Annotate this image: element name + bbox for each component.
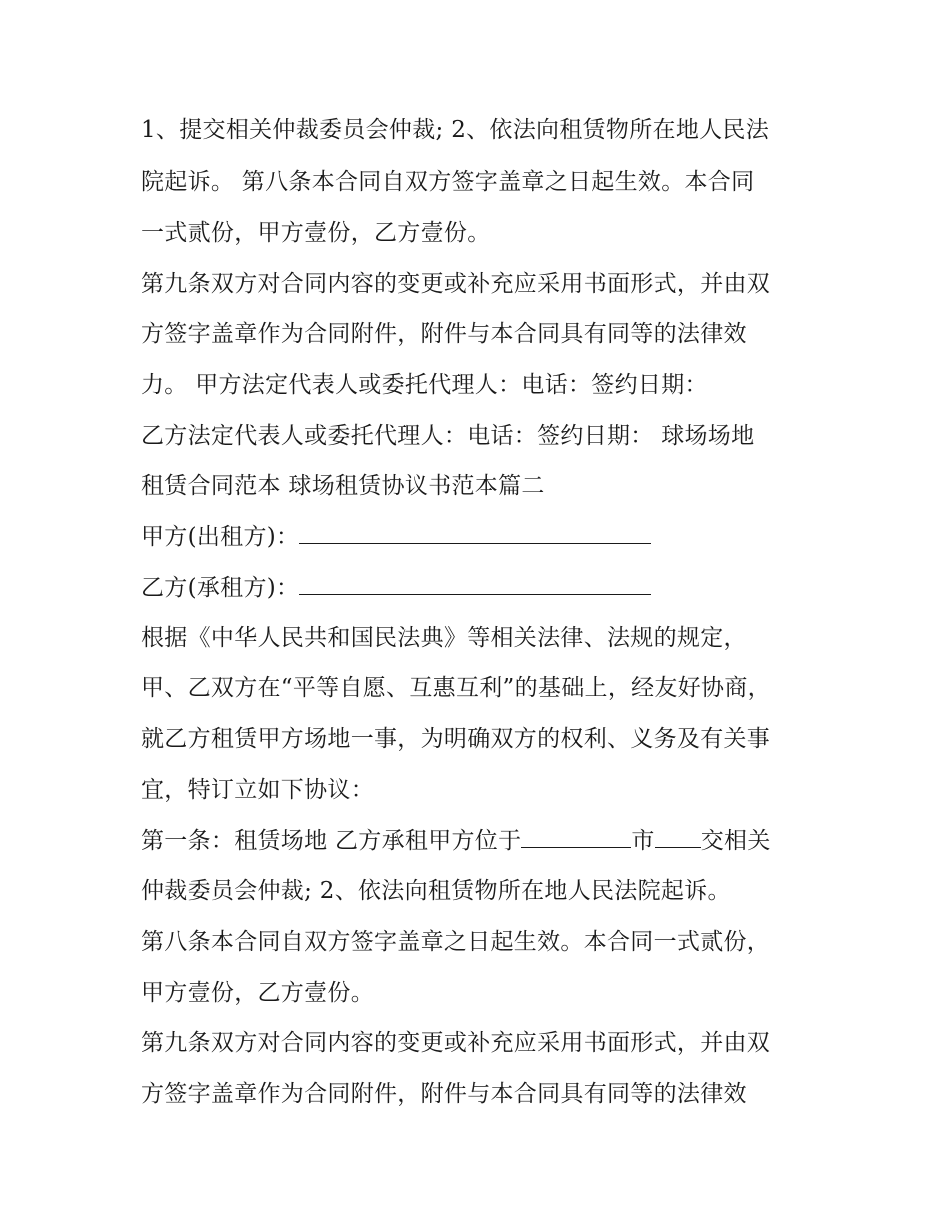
article-1-prefix: 第一条：租赁场地 乙方承租甲方位于 (141, 828, 522, 854)
party-a-line (141, 522, 651, 552)
text-line: 一式贰份，甲方壹份，乙方壹份。 (141, 220, 491, 246)
article-1-suffix: 交相关 (700, 828, 771, 854)
party-b-label: 乙方(承租方)： (141, 575, 300, 601)
text-line: 乙方法定代表人或委托代理人：电话：签约日期： 球场场地 (141, 423, 755, 449)
text-line: 仲裁委员会仲裁; 2、依法向租赁物所在地人民法院起诉。 (141, 878, 731, 904)
text-line: 租赁合同范本 球场租赁协议书范本篇二 (141, 473, 545, 499)
text-line: 根据《中华人民共和国民法典》等相关法律、法规的规定， (141, 625, 747, 651)
article-1-line (141, 826, 771, 856)
text-line: 就乙方租赁甲方场地一事，为明确双方的权利、义务及有关事 (141, 726, 771, 752)
text-line: 方签字盖章作为合同附件，附件与本合同具有同等的法律效 (141, 321, 747, 347)
party-a-blank (299, 523, 651, 544)
text-line: 宜，特订立如下协议： (141, 777, 374, 803)
location-blank (521, 827, 631, 848)
text-line: 第八条本合同自双方签字盖章之日起生效。本合同一式贰份， (141, 929, 771, 955)
text-line: 第九条双方对合同内容的变更或补充应采用书面形式，并由双 (141, 1030, 771, 1056)
text-line: 第九条双方对合同内容的变更或补充应采用书面形式，并由双 (141, 271, 771, 297)
article-1-city: 市 (631, 828, 655, 854)
party-a-label: 甲方(出租方)： (141, 524, 300, 550)
party-b-blank (299, 574, 651, 595)
district-blank (655, 827, 701, 848)
text-line: 甲方壹份，乙方壹份。 (141, 980, 374, 1006)
text-line: 力。 甲方法定代表人或委托代理人：电话：签约日期： (141, 372, 708, 398)
text-line: 甲、乙双方在“平等自愿、互惠互利”的基础上，经友好协商， (141, 675, 771, 701)
text-line: 院起诉。 第八条本合同自双方签字盖章之日起生效。本合同 (141, 169, 755, 195)
party-b-line (141, 573, 651, 603)
text-line: 1、提交相关仲裁委员会仲裁; 2、依法向租赁物所在地人民法 (141, 117, 770, 143)
text-line: 方签字盖章作为合同附件，附件与本合同具有同等的法律效 (141, 1081, 747, 1107)
